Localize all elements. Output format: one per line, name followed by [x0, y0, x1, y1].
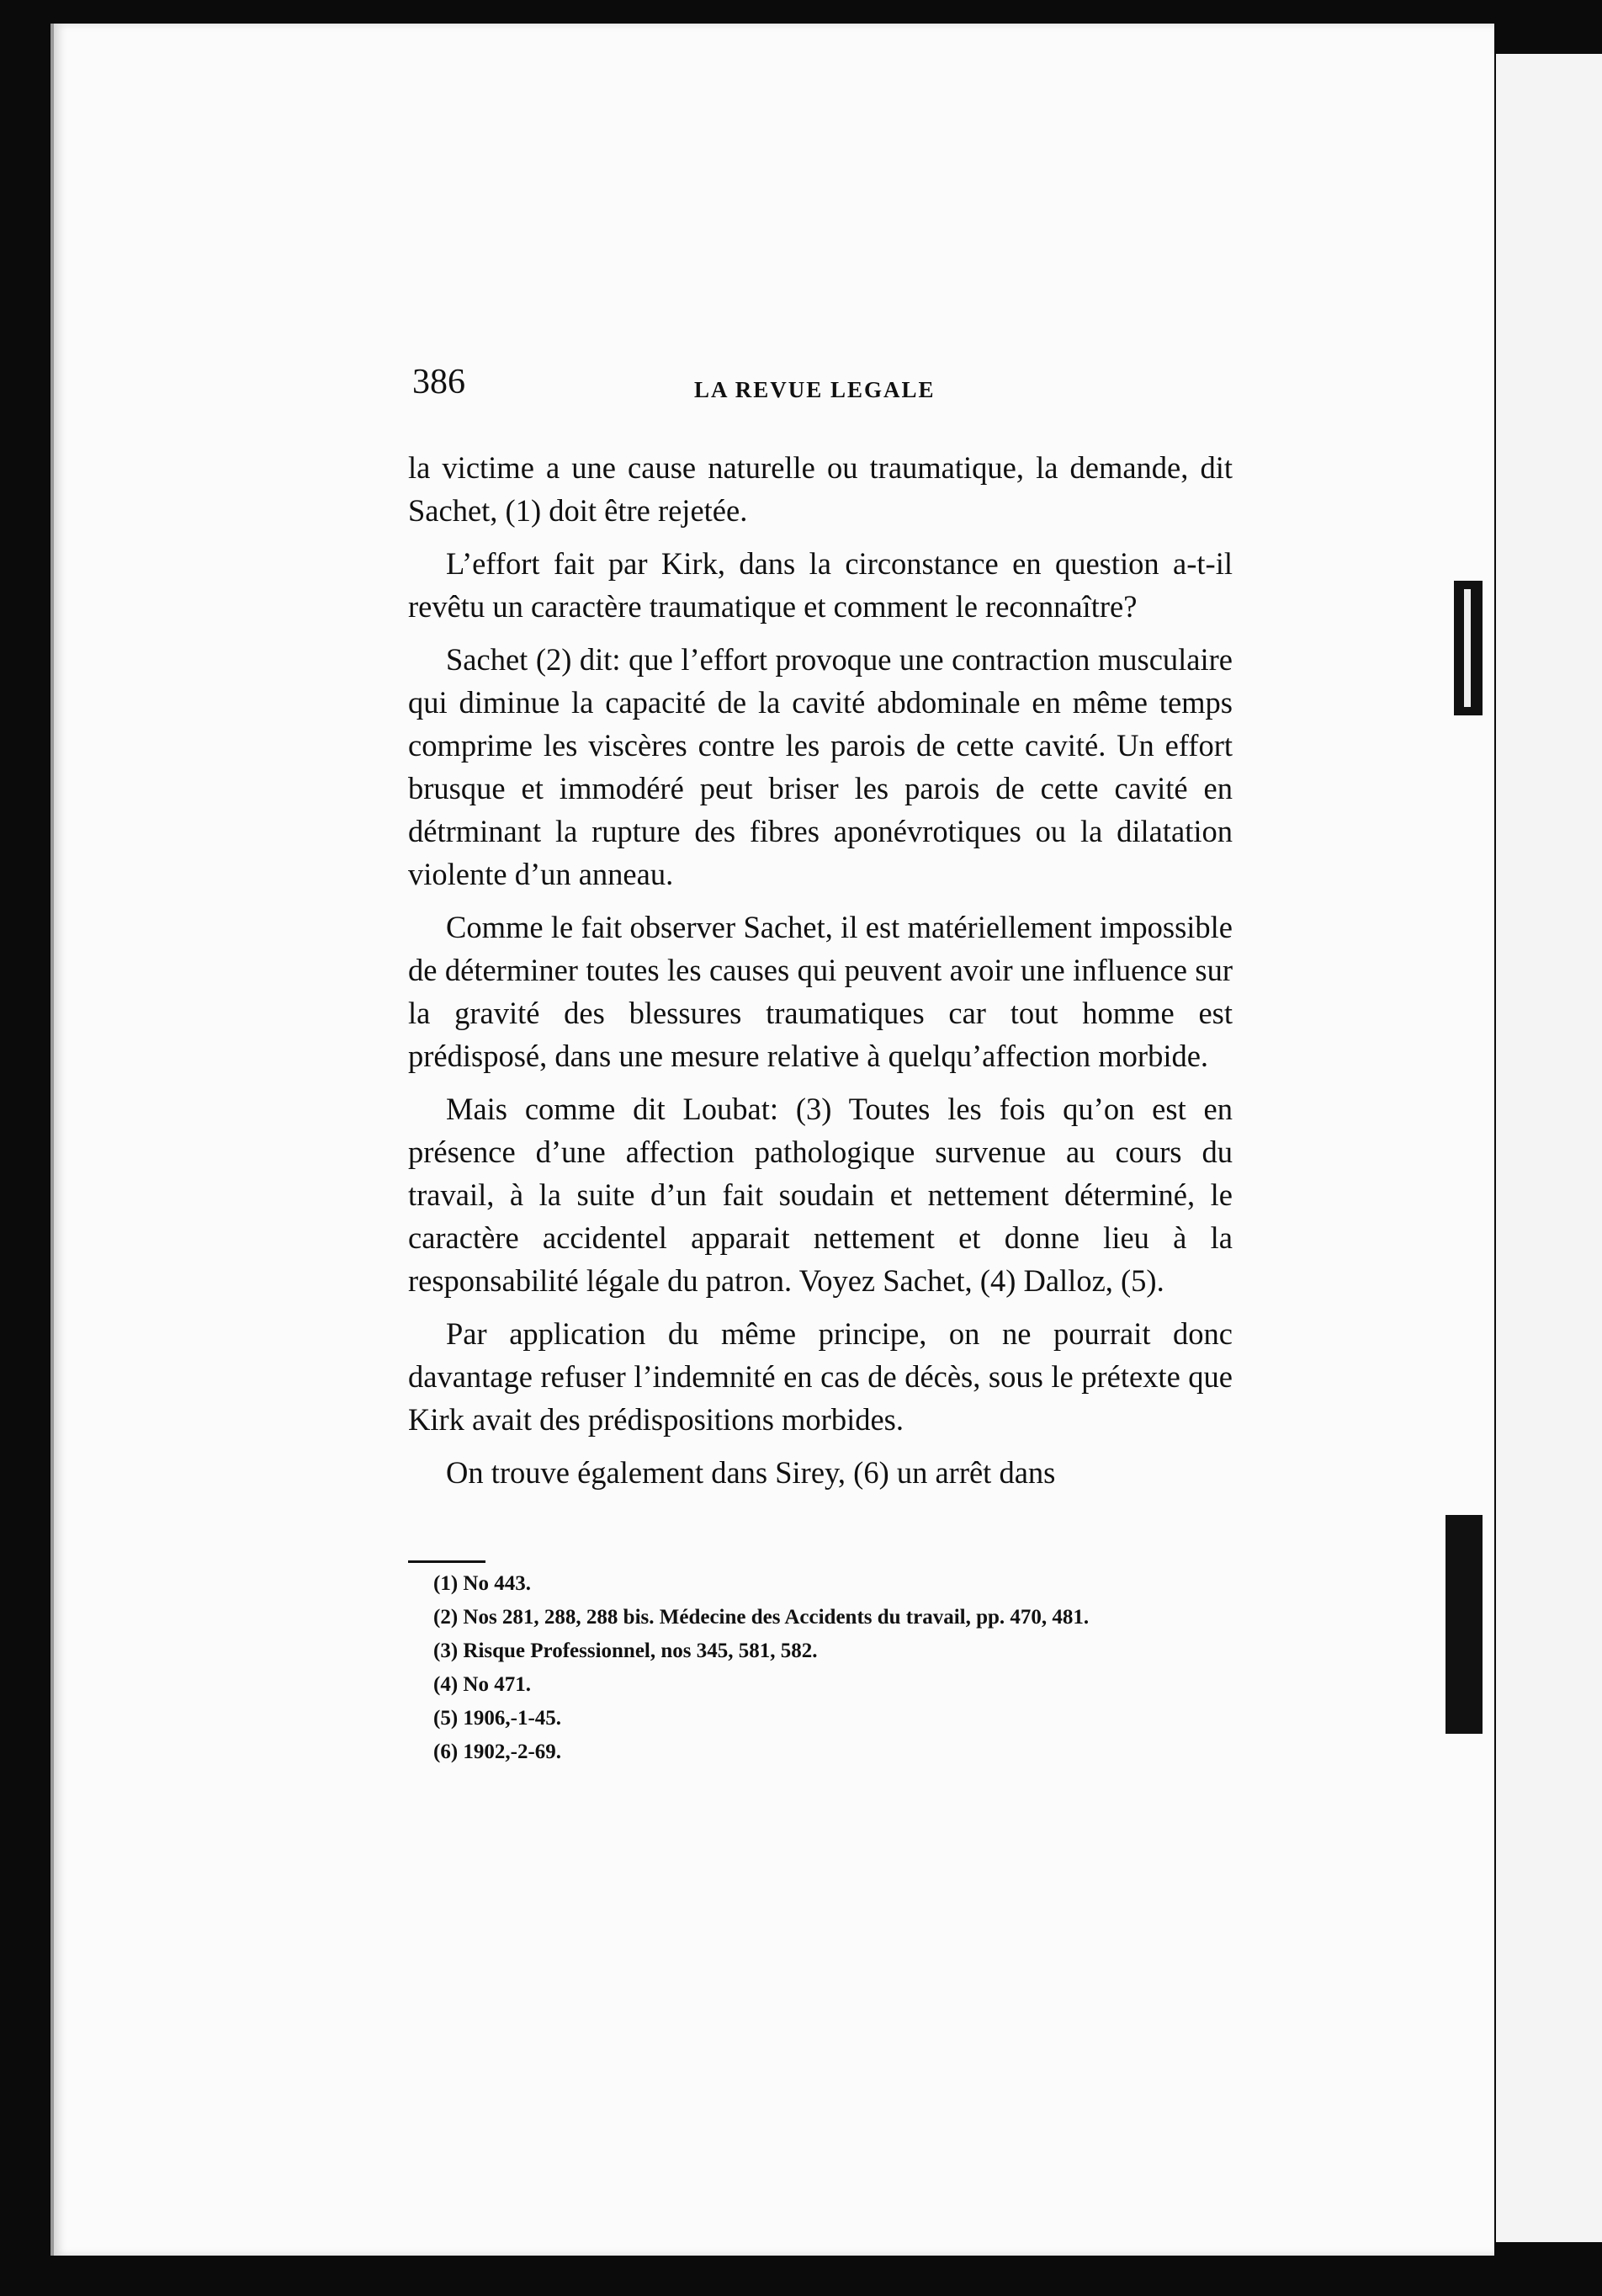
footnote-rule — [408, 1560, 485, 1563]
footnote: (2) Nos 281, 288, 288 bis. Médecine des Accidents du travail, pp. 470, 481. — [433, 1606, 1090, 1629]
next-page-edge — [1496, 54, 1602, 2242]
paragraph: Par application du même principe, on ne pourrait donc davantage refuser l’indemnité en cas de décès, sous le prétexte que Kirk avait des prédispositions morbides. — [408, 1316, 1233, 1437]
binding-mark-lower — [1446, 1515, 1483, 1734]
footnote: (1) No 443. — [433, 1572, 531, 1595]
paragraph: L’effort fait par Kirk, dans la circonstance en question a-t-il revêtu un caractère traumatique et comment le reconnaître? — [408, 546, 1233, 624]
footnote: (5) 1906,-1-45. — [433, 1707, 562, 1730]
footnotes — [408, 1569, 1233, 1771]
paragraph: Comme le fait observer Sachet, il est matériellement impossible de déterminer toutes les causes qui peuvent avoir une influence sur la gravité des blessures traumatiques car tout homme est prédisposé, dans une mesure relative à quelqu’affection morbide. — [408, 910, 1233, 1073]
paragraph: Mais comme dit Loubat: (3) Toutes les fois qu’on est en présence d’une affection pathologique survenue au cours du travail, à la suite d’un fait soudain et nettement déterminé, le caractère accidentel apparait nettement et donne lieu à la responsabilité légale du patron. Voyez Sachet, (4) Dalloz, (5). — [408, 1092, 1233, 1298]
page-header — [408, 362, 1233, 412]
page-number: 386 — [412, 363, 465, 401]
footnote: (6) 1902,-2-69. — [433, 1741, 562, 1763]
running-head: LA REVUE LEGALE — [694, 377, 936, 402]
paragraph: la victime a une cause naturelle ou traumatique, la demande, dit Sachet, (1) doit être rejetée. — [408, 450, 1233, 528]
body-text — [408, 446, 1233, 1504]
footnote: (4) No 471. — [433, 1673, 531, 1696]
paragraph: Sachet (2) dit: que l’effort provoque une contraction musculaire qui diminue la capacité de la cavité abdominale en même temps comprime les viscères contre les parois de cette cavité. Un effort brusque et immodéré peut briser les parois de cette cavité en détrminant la rupture des fibres aponévrotiques ou la dilatation violente d’un anneau. — [408, 642, 1233, 891]
footnote: (3) Risque Professionnel, nos 345, 581, 582. — [433, 1640, 818, 1662]
paragraph: On trouve également dans Sirey, (6) un arrêt dans — [446, 1455, 1056, 1490]
binding-mark-upper-highlight — [1464, 589, 1471, 707]
